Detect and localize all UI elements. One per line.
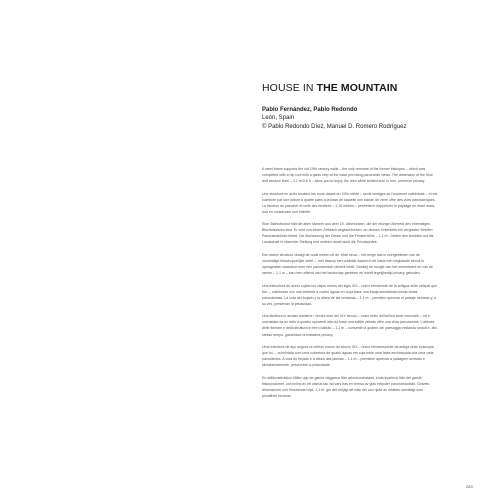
paragraph-spanish: Una estructura de acero sujeta los viejos muros del siglo XIX – único remanente de la antigua sede obispal que fue –, culminada con una cubierta a cuatro aguas en cuya base una franja acristalada brinda vistas panorámicas. La cota del forjado y la altura de las ventanas – 1,1 m – permiten apreciar el paisaje sentado y, a su vez, preservan la privacidad.: [262, 283, 438, 306]
paragraph-swedish: En stålkonstruktion håller upp de gamla väggarna från artonhundratalet, enda kvarleva från det gamla biskopsdömet, och kröns av ett valmat tak vid vars bas en remsa av glas erbjuder panoramautsikt. Golvets dimensioner och fönstrenas höjd, 1,1 m, gör det möjligt att sitta ner och njuta av utsikten samtidigt som privatlivet bevaras.: [262, 375, 430, 398]
paragraph-english: A steel frame supports the old 19th century walls – the only remnant of the former bishopric – which was completed with a hip roof with a glass strip at the base providing panoramic views. The dimension of the floor and window level – 1,1 m/3,6 ft – allow you to enjoy the view while seated and, in turn, preserve privacy.: [262, 167, 433, 184]
paragraph-german: Eine Stahlstruktur hält die alten Mauern aus dem 19. Jahrhundert, die der einzige Überrest des ehemaligen Bischofssitzes sind. Er wird von einem Zeltdach abgeschlossen, an dessen Unterseite ein verglaster Streifen Panoramablicke bietet. Die Abmessung der Decke und die Fensterhöhe – 1,1 m – bieten den Ausblick auf die Landschaft in sitzender Stellung und wahren damit auch die Privatsphäre.: [262, 222, 434, 245]
article-body: [262, 166, 438, 405]
title-main: THE MOUNTAIN: [316, 82, 398, 94]
paragraph-portuguese: Uma estrutura de aço segura os velhos muros do século XIX – único remanescente da antiga sede episcopal que foi –, culminada com uma cobertura de quatro águas em cuja base uma faixa envidraçada cria uma vista panorâmica. A cota do forjado e a altura das janelas – 1,1 m – permitem apreciar a paisagem sentado e, simultaneamente, preservam a privacidade.: [262, 345, 434, 368]
authors: Pablo Fernández, Pablo Redondo: [262, 107, 358, 113]
photo-credit: © Pablo Redondo Díez, Manuel D. Romero Rodríguez: [262, 123, 407, 130]
paragraph-italian: Una struttura in acciaio sostiene i vecchi muri del XIX secolo – unico resto dell'antica sede vescovile – ed è sovrastata da un tetto a quattro spioventi alla cui base una sottile vetrata offre una vista panoramica. L'altezza delle finestre e della struttura in ferro battuto – 1,1 m – consente di godere del paesaggio restando seduti e, allo stesso tempo, garantisce la massima privacy.: [262, 314, 438, 337]
title-prefix: HOUSE IN: [262, 82, 317, 94]
project-credits: [262, 106, 407, 131]
article-title: [262, 82, 398, 94]
paragraph-french: Une structure en acier soutient les murs datant du XIXe siècle – seuls vestiges de l'ancienne cathédrale – et est culminée par une toiture à quatre pans à la base de laquelle une bande de verre offre des vues panoramiques. La hauteur du plancher et celle des fenêtres – 1,10 mètres – permettent d'apprécier le paysage en étant assis, tout en conservant son intimité.: [262, 191, 438, 214]
location: León, Spain: [262, 115, 295, 122]
page-number: 283: [466, 484, 473, 489]
paragraph-dutch: Een stalen structuur draagt de oude muren uit de 19de eeuw – het enige wat is overgebleven van de voormalige bisschoppelijke zetel –, met daarop een puntdak waarin in de basis een beglaasde strook is opengelaten waardoor men een panoramisch uitzicht heeft. Dankzij de hoogte van het smeedwerk en van de ramen – 1,1 m – kan men zittend van het landschap genieten en wordt tegelijkertijd privacy geboden.: [262, 253, 433, 276]
